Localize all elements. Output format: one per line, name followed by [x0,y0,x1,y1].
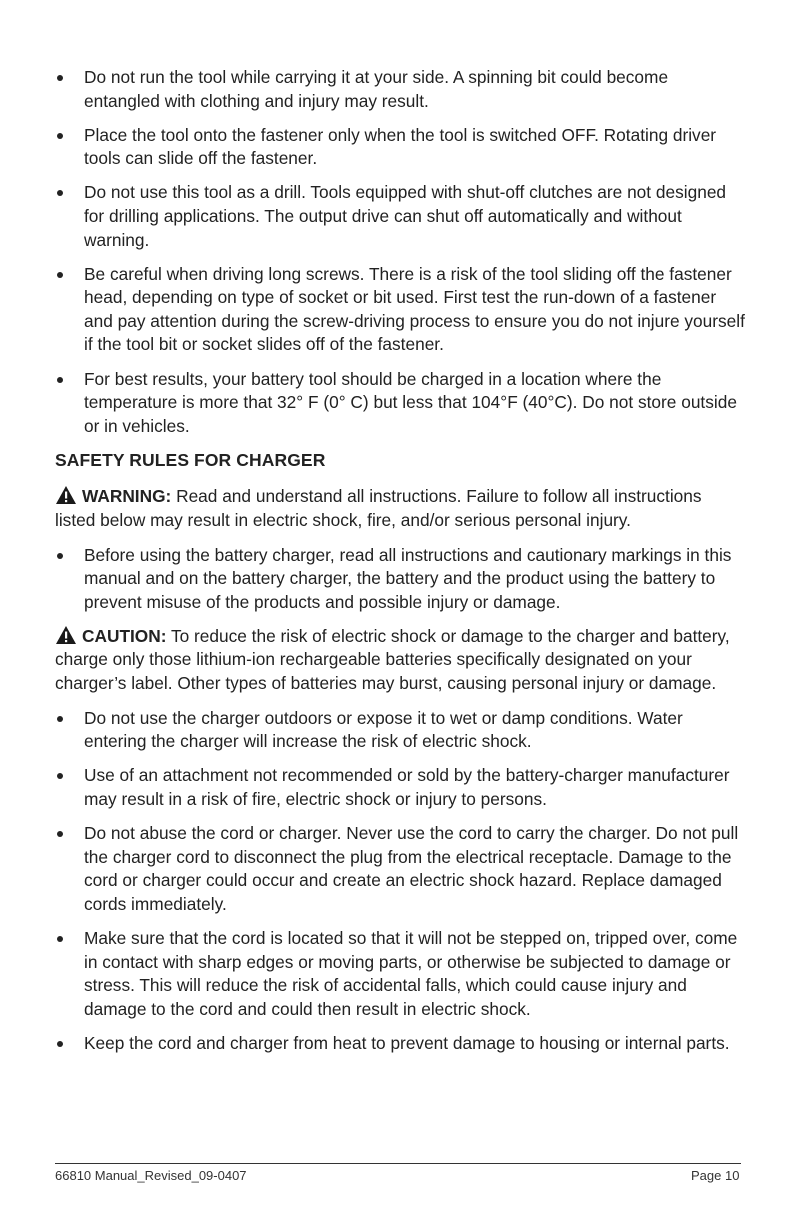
list-item [55,66,745,113]
footer-page-number: Page 10 [691,1168,740,1183]
list-item-text: Do not use the charger outdoors or expose it to wet or damp conditions. Water entering the charger will increase the risk of electric shock. [84,707,683,752]
bullet-dot [57,377,63,383]
footer-document-id: 66810 Manual_Revised_09-0407 [55,1168,247,1183]
bullet-dot [57,936,63,942]
list-item-text: Do not run the tool while carrying it at your side. A spinning bit could become entangled with clothing and injury may result. [84,67,669,111]
footer-divider [55,1163,741,1164]
bullet-dot [57,75,63,81]
bullet-dot [57,272,63,278]
section-heading: SAFETY RULES FOR CHARGER [55,449,326,470]
warning-text: Read and understand all instructions. Failure to follow all instructions listed below may result in electric shock, fire, and/or serious personal injury. [55,486,702,530]
warning-label: WARNING: [82,486,172,507]
list-item [55,822,745,916]
bullet-dot [57,773,63,779]
bullet-dot [57,716,63,722]
list-item [55,181,745,252]
bullet-dot [57,553,63,559]
bullet-list-warning [55,544,745,615]
bullet-dot [57,831,63,837]
bullet-list-top [55,66,745,438]
list-item [55,263,745,357]
caution-notice [55,625,745,696]
caution-triangle-icon [55,625,77,645]
caution-text: To reduce the risk of electric shock or damage to the charger and battery, charge only those lithium-ion rechargeable batteries specifically designated on your charger’s label. Other types of batteries may burst, causing personal injury or damage. [55,625,730,694]
list-item-text: Use of an attachment not recommended or sold by the battery-charger manufacturer may result in a risk of fire, electric shock or injury to persons. [84,765,730,809]
list-item-text: Do not abuse the cord or charger. Never use the cord to carry the charger. Do not pull the charger cord to disconnect the plug from the electrical receptacle. Damage to the cord or charger could occur and create an electric shock hazard. Replace damaged cords immediately. [84,823,739,914]
list-item-text: Place the tool onto the fastener only when the tool is switched OFF. Rotating driver tools can slide off the fastener. [84,124,717,169]
bullet-dot [57,1041,63,1047]
warning-triangle-icon [55,485,77,505]
list-item [55,927,745,1021]
list-item-text: For best results, your battery tool should be charged in a location where the temperature is more that 32° F (0° C) but less that 104°F (40°C). Do not store outside or in vehicles. [84,368,737,436]
list-item-text: Do not use this tool as a drill. Tools equipped with shut-off clutches are not designed for drilling applications. The output drive can shut off automatically and without warning. [84,182,727,250]
list-item [55,124,745,171]
list-item [55,764,745,811]
bullet-dot [57,190,63,196]
list-item [55,707,745,754]
bullet-dot [57,133,63,139]
list-item [55,1032,745,1056]
list-item [55,544,745,615]
list-item-text: Be careful when driving long screws. There is a risk of the tool sliding off the fastener head, depending on type of socket or bit used. First test the run-down of a fastener and pay attention during the screw-driving process to ensure you do not injure yourself if the tool bit or socket slides off of the fastener. [84,263,745,355]
list-item-text: Before using the battery charger, read all instructions and cautionary markings in this manual and on the battery charger, the battery and the product using the battery to prevent misuse of the products and possible injury or damage. [84,544,732,612]
caution-label: CAUTION: [82,625,167,646]
list-item-text: Make sure that the cord is located so that it will not be stepped on, tripped over, come in contact with sharp edges or moving parts, or otherwise be subjected to damage or stress. This will reduce the risk of accidental falls, which could cause injury and damage to the cord and could then result in electric shock. [84,927,738,1019]
list-item-text: Keep the cord and charger from heat to prevent damage to housing or internal parts. [84,1032,730,1053]
page-content [55,66,745,1066]
bullet-list-caution [55,707,745,1056]
warning-notice [55,485,745,532]
list-item [55,368,745,439]
